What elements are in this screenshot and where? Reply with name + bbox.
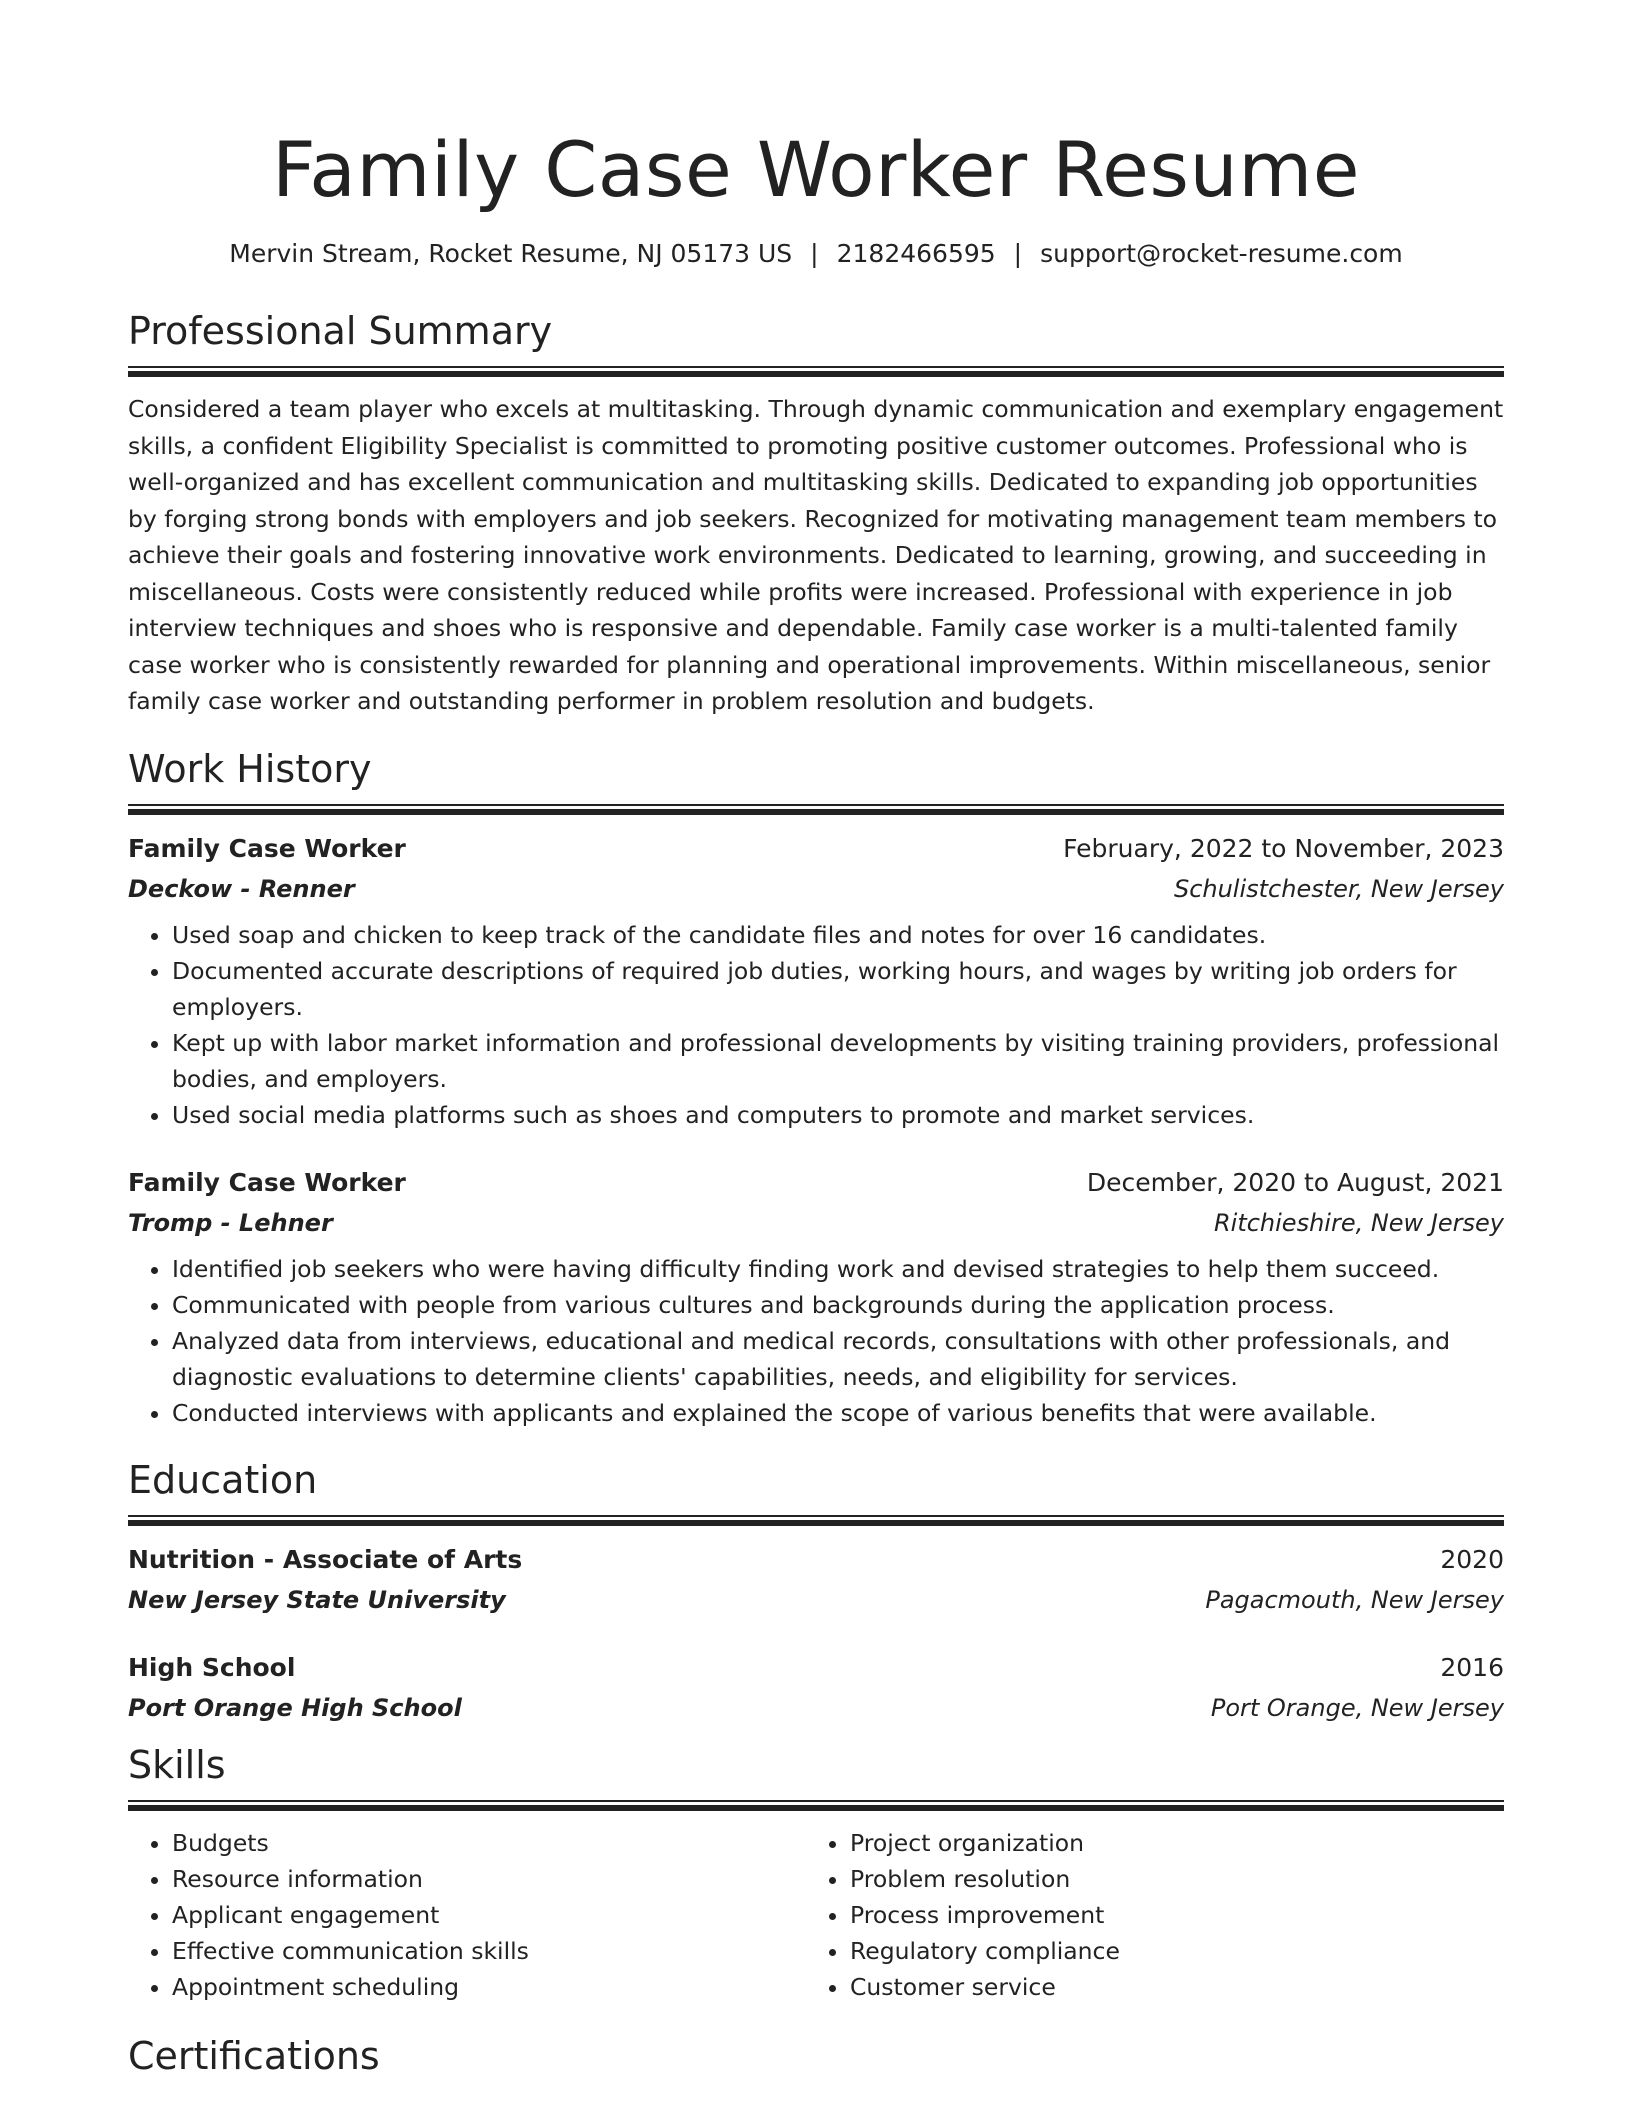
education-subheader: [128, 1688, 1504, 1728]
education-school: Port Orange High School: [128, 1693, 462, 1722]
job-bullets: [128, 1251, 1504, 1431]
job-title: Family Case Worker: [128, 833, 406, 863]
education-location: Port Orange, New Jersey: [1210, 1693, 1504, 1722]
page-title: Family Case Worker Resume: [272, 125, 1360, 214]
job-entry: [128, 829, 1504, 1133]
list-item: • Communicated with people from various cultures and backgrounds during the application process.: [172, 1287, 1504, 1323]
job-bullets: [128, 917, 1504, 1133]
section-divider: [128, 804, 1504, 815]
job-dates: December, 2020 to August, 2021: [1086, 1167, 1504, 1197]
education-degree: High School: [128, 1652, 296, 1682]
skill-item: • Budgets: [172, 1825, 806, 1861]
list-item: • Conducted interviews with applicants and explained the scope of various benefits that were available.: [172, 1395, 1504, 1431]
skill-item: • Process improvement: [850, 1897, 1484, 1933]
skill-item: • Problem resolution: [850, 1861, 1484, 1897]
education-subheader: [128, 1580, 1504, 1620]
skill-item: • Regulatory compliance: [850, 1933, 1484, 1969]
section-title-work: Work History: [128, 746, 372, 791]
section-title-summary: Professional Summary: [128, 309, 553, 353]
job-location: Ritchieshire, New Jersey: [1213, 1208, 1504, 1237]
contact-phone: 2182466595: [836, 239, 996, 268]
job-header: [128, 1163, 1504, 1203]
education-year: 2020: [1440, 1544, 1504, 1574]
work-history-section: [128, 744, 1504, 1431]
education-school: New Jersey State University: [128, 1585, 506, 1614]
job-company: Tromp - Lehner: [128, 1208, 333, 1237]
education-location: Pagacmouth, New Jersey: [1205, 1585, 1504, 1614]
education-header: [128, 1540, 1504, 1580]
list-item: • Analyzed data from interviews, educational and medical records, consultations with other professionals, and diagnostic evaluations to determine clients' capabilities, needs, and eligibility for services.: [172, 1323, 1504, 1395]
job-entry: [128, 1163, 1504, 1431]
contact-separator: |: [810, 239, 819, 268]
list-item: • Documented accurate descriptions of required job duties, working hours, and wages by writing job orders for employers.: [172, 953, 1504, 1025]
contact-line: [128, 236, 1504, 272]
list-item: • Kept up with labor market information and professional developments by visiting training providers, professional bodies, and employers.: [172, 1025, 1504, 1097]
skill-item: • Applicant engagement: [172, 1897, 806, 1933]
job-dates: February, 2022 to November, 2023: [1063, 833, 1504, 863]
contact-separator: |: [1013, 239, 1023, 268]
list-item: • Identified job seekers who were having difficulty finding work and devised strategies to help them succeed.: [172, 1251, 1504, 1287]
education-entry: [128, 1648, 1504, 1728]
list-item: • Used social media platforms such as shoes and computers to promote and market services.: [172, 1097, 1504, 1133]
section-divider: [128, 1515, 1504, 1526]
job-subheader: [128, 869, 1504, 909]
education-header: [128, 1648, 1504, 1688]
skills-columns: [128, 1825, 1504, 2005]
skills-list-left: [128, 1825, 806, 2005]
job-header: [128, 829, 1504, 869]
skills-section: [128, 1740, 1504, 2005]
education-degree: Nutrition - Associate of Arts: [128, 1544, 523, 1574]
skill-item: • Appointment scheduling: [172, 1969, 806, 2005]
skill-item: • Project organization: [850, 1825, 1484, 1861]
contact-address: Mervin Stream, Rocket Resume, NJ 05173 US: [229, 239, 793, 268]
skill-item: • Effective communication skills: [172, 1933, 806, 1969]
list-item: • Used soap and chicken to keep track of the candidate files and notes for over 16 candidates.: [172, 917, 1504, 953]
education-year: 2016: [1440, 1652, 1504, 1682]
job-title: Family Case Worker: [128, 1167, 406, 1197]
job-subheader: [128, 1203, 1504, 1243]
section-divider: [128, 1800, 1504, 1811]
skills-list-right: [806, 1825, 1484, 2005]
section-title-skills: Skills: [128, 1742, 226, 1787]
job-company: Deckow - Renner: [128, 874, 355, 903]
section-title-certifications: Certifications: [128, 2033, 380, 2078]
job-location: Schulistchester, New Jersey: [1173, 874, 1504, 903]
education-entry: [128, 1540, 1504, 1620]
summary-section: [128, 306, 1504, 720]
education-section: [128, 1455, 1504, 1728]
contact-email[interactable]: support@rocket-resume.com: [1040, 239, 1403, 268]
section-divider: [128, 366, 1504, 377]
skill-item: • Resource information: [172, 1861, 806, 1897]
certifications-section: [128, 2031, 1504, 2081]
summary-text: Considered a team player who excels at multitasking. Through dynamic communication and exemplary engagement skills, a confident Eligibility Specialist is committed to promoting positive customer outcomes. Professional who is well-organized and has excellent communication and multitasking skills. Dedicated to expanding job opportunities by forging strong bonds with employers and job seekers. Recognized for motivating management team members to achieve their goals and fostering innovative work environments. Dedicated to learning, growing, and succeeding in miscellaneous. Costs were consistently reduced while profits were increased. Professional with experience in job interview techniques and shoes who is responsive and dependable. Family case worker is a multi-talented family case worker who is consistently rewarded for planning and operational improvements. Within miscellaneous, senior family case worker and outstanding performer in problem resolution and budgets.: [128, 395, 1504, 715]
skill-item: • Customer service: [850, 1969, 1484, 2005]
section-title-education: Education: [128, 1457, 318, 1502]
